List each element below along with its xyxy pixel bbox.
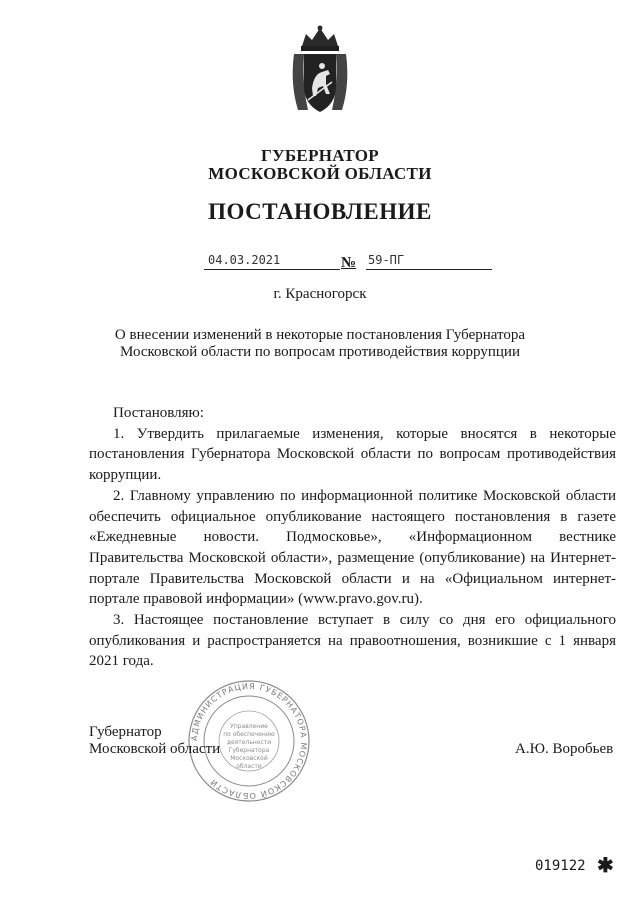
svg-text:области: области: [236, 763, 262, 770]
serial-number: 019122: [535, 858, 586, 874]
asterisk-mark-icon: ✱: [597, 855, 614, 877]
document-body: [89, 403, 616, 672]
svg-text:Управление: Управление: [230, 723, 268, 730]
subject-line-1: О внесении изменений в некоторые постановления Губернатора: [114, 327, 526, 343]
authority-region: МОСКОВСКОЙ ОБЛАСТИ: [208, 164, 432, 183]
signatory-name: А.Ю. Воробьев: [515, 741, 614, 757]
authority-title: ГУБЕРНАТОР: [261, 146, 379, 165]
coat-of-arms-emblem: [288, 24, 352, 116]
signatory-position-line-1: Губернатор: [89, 724, 162, 740]
resolution-intro: Постановляю:: [113, 405, 204, 421]
document-number: 59-ПГ: [368, 253, 405, 267]
subject-line-2: Московской области по вопросам противодействия коррупции: [120, 344, 520, 360]
svg-text:по обеспечению: по обеспечению: [223, 731, 275, 738]
paragraph-3: 3. Настоящее постановление вступает в силу со дня его официального опубликования и распространяется на правоотношения, возникшие с 1 января 2021 года.: [89, 612, 616, 670]
number-sign: №: [341, 255, 357, 271]
svg-text:деятельности: деятельности: [226, 739, 272, 746]
number-underline: [366, 269, 492, 270]
paragraph-1: 1. Утвердить прилагаемые изменения, которые вносятся в некоторые постановления Губернатора Московской области по вопросам противодействия коррупции.: [89, 425, 616, 484]
document-city: г. Красногорск: [273, 286, 367, 302]
svg-text:АДМИНИСТРАЦИЯ ГУБЕРНАТОРА МОСК: АДМИНИСТРАЦИЯ ГУБЕРНАТОРА МОСКОВСКОЙ ОБЛАСТИ: [189, 681, 309, 801]
signatory-position-line-2: Московской области: [89, 741, 221, 757]
svg-text:Губернатора: Губернатора: [228, 747, 270, 754]
paragraph-2: 2. Главному управлению по информационной политике Московской области обеспечить официальное опубликование настоящего постановления в газете «Ежедневные новости. Подмосковье», «Информационном вестнике Правительства Московской области», размещение (опубликование) на Интернет-портале Правительства Московской области и на «Официальном интернет-портале правовой информации» (www.pravo.gov.ru).: [89, 487, 616, 608]
document-date: 04.03.2021: [208, 253, 281, 267]
date-underline: [204, 269, 340, 270]
svg-text:Московской: Московской: [230, 755, 268, 762]
document-type: ПОСТАНОВЛЕНИЕ: [208, 199, 432, 224]
